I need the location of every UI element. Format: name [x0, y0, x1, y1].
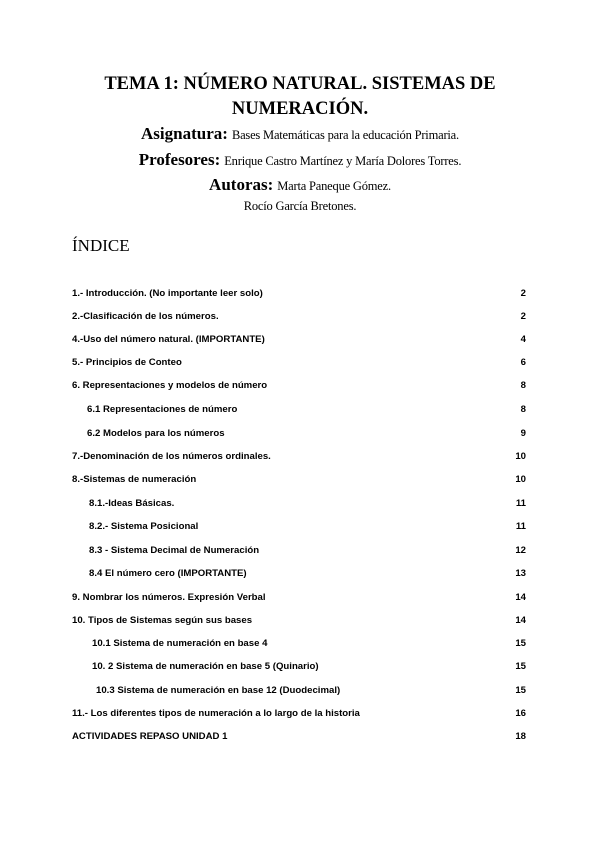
- toc-entry[interactable]: [87, 426, 526, 442]
- toc-entry-label: 9. Nombrar los números. Expresión Verbal: [72, 592, 266, 603]
- toc-entry-page: 11: [515, 498, 526, 509]
- toc-entry-label: 11.- Los diferentes tipos de numeración a lo largo de la historia: [72, 708, 360, 719]
- asignatura-value: Bases Matemáticas para la educación Primaria.: [231, 128, 459, 142]
- toc-entry-label: 2.-Clasificación de los números.: [72, 311, 219, 322]
- title-line-1: TEMA 1: NÚMERO NATURAL. SISTEMAS DE: [104, 74, 496, 94]
- toc-entry[interactable]: [72, 729, 526, 745]
- toc-entry-label: 10.1 Sistema de numeración en base 4: [92, 638, 268, 649]
- toc-entry[interactable]: [89, 543, 526, 559]
- profesores-value: Enrique Castro Martínez y María Dolores Torres.: [224, 154, 462, 168]
- toc-entry[interactable]: [72, 449, 526, 465]
- title-line-2: NUMERACIÓN.: [231, 99, 369, 119]
- asignatura-line: [0, 124, 600, 144]
- document-title: [80, 72, 520, 122]
- toc-entry[interactable]: [89, 519, 526, 535]
- toc-entry-page: 8: [520, 380, 526, 391]
- toc-entry-page: 14: [515, 615, 526, 626]
- toc-entry[interactable]: [87, 402, 526, 418]
- toc-entry[interactable]: [72, 472, 526, 488]
- asignatura-label: Asignatura:: [141, 124, 228, 143]
- toc-entry-label: 8.4 El número cero (IMPORTANTE): [89, 568, 247, 579]
- toc-entry-page: 15: [515, 661, 526, 672]
- toc-entry-page: 2: [520, 311, 526, 322]
- toc-entry-page: 15: [515, 638, 526, 649]
- toc-entry-page: 9: [520, 428, 526, 439]
- toc-entry[interactable]: [72, 286, 526, 302]
- index-heading: ÍNDICE: [72, 236, 130, 255]
- toc-entry-label: 1.- Introducción. (No importante leer solo): [72, 288, 263, 299]
- toc-entry[interactable]: [72, 355, 526, 371]
- toc-entry-page: 10: [515, 474, 526, 485]
- toc-entry-label: 8.-Sistemas de numeración: [72, 474, 197, 485]
- toc-entry[interactable]: [96, 683, 526, 699]
- toc-entry-page: 12: [515, 545, 526, 556]
- autoras-label: Autoras:: [209, 175, 274, 194]
- toc-entry-label: 5.- Principios de Conteo: [72, 357, 182, 368]
- toc-entry-label: 10.3 Sistema de numeración en base 12 (Duodecimal): [96, 685, 341, 696]
- toc-entry[interactable]: [72, 613, 526, 629]
- toc-entry-page: 14: [515, 592, 526, 603]
- autoras-line: [0, 175, 600, 195]
- toc-entry[interactable]: [72, 332, 526, 348]
- toc-entry-label: 4.-Uso del número natural. (IMPORTANTE): [72, 334, 265, 345]
- toc-entry-page: 8: [520, 404, 526, 415]
- toc-entry[interactable]: [92, 659, 526, 675]
- toc-entry-page: 18: [515, 731, 526, 742]
- toc-entry-label: 8.1.-Ideas Básicas.: [89, 498, 175, 509]
- toc-entry-label: 10. Tipos de Sistemas según sus bases: [72, 615, 253, 626]
- profesores-label: Profesores:: [138, 150, 221, 169]
- toc-entry[interactable]: [92, 636, 526, 652]
- toc-entry[interactable]: [89, 566, 526, 582]
- toc-entry[interactable]: [72, 309, 526, 325]
- toc-entry-label: 7.-Denominación de los números ordinales.: [72, 451, 271, 462]
- profesores-line: [0, 150, 600, 170]
- toc-entry-label: 8.2.- Sistema Posicional: [89, 521, 199, 532]
- toc-entry[interactable]: [72, 590, 526, 606]
- toc-entry-page: 10: [515, 451, 526, 462]
- toc-entry-label: 6.1 Representaciones de número: [87, 404, 238, 415]
- toc-entry-label: ACTIVIDADES REPASO UNIDAD 1: [72, 731, 228, 742]
- toc-entry-page: 2: [520, 288, 526, 299]
- toc-entry-page: 6: [520, 357, 526, 368]
- toc-entry[interactable]: [72, 706, 526, 722]
- autoras-line-2: [0, 197, 600, 215]
- autoras-value: Marta Paneque Gómez.: [277, 179, 391, 193]
- toc-entry-page: 16: [515, 708, 526, 719]
- autoras-value-2: Rocío García Bretones.: [243, 199, 357, 213]
- toc-entry-page: 4: [520, 334, 526, 345]
- toc-entry-label: 8.3 - Sistema Decimal de Numeración: [89, 545, 260, 556]
- toc-entry[interactable]: [72, 378, 526, 394]
- toc-entry-page: 15: [515, 685, 526, 696]
- toc-entry[interactable]: [89, 496, 526, 512]
- toc-entry-page: 13: [515, 568, 526, 579]
- toc-entry-page: 11: [515, 521, 526, 532]
- toc-entry-label: 6.2 Modelos para los números: [87, 428, 225, 439]
- toc-entry-label: 10. 2 Sistema de numeración en base 5 (Quinario): [92, 661, 319, 672]
- toc-entry-label: 6. Representaciones y modelos de número: [72, 380, 268, 391]
